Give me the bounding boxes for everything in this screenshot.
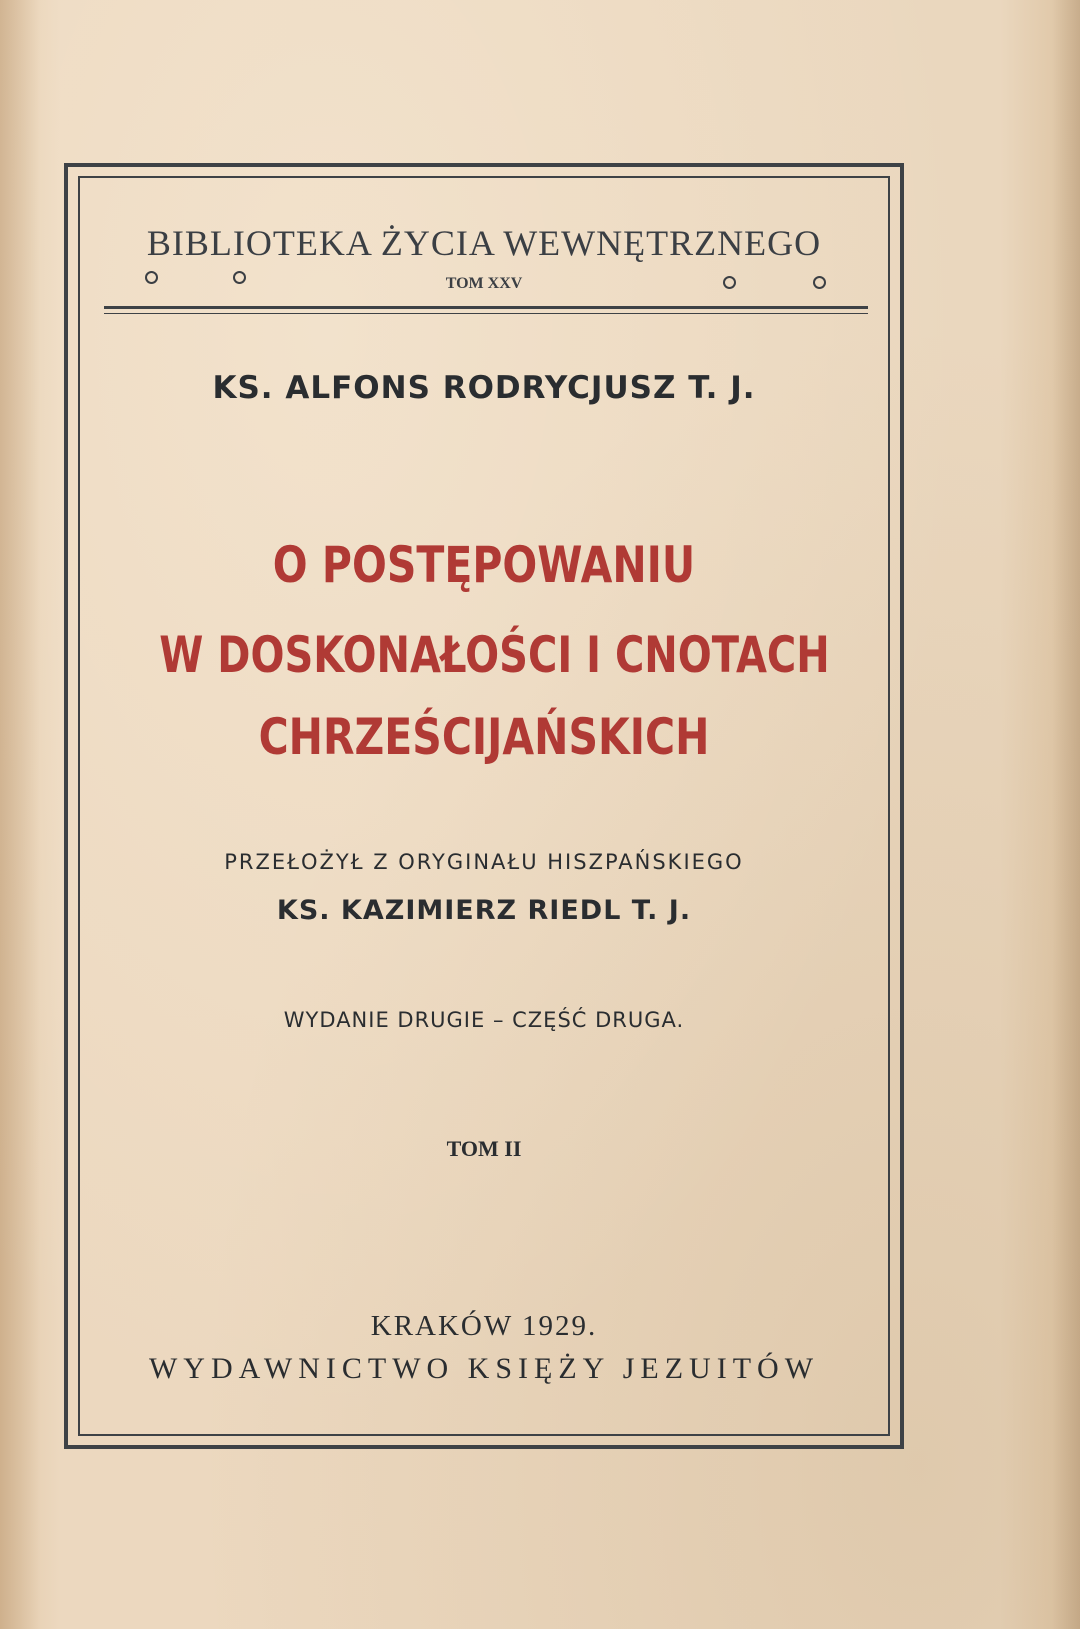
series-volume: TOM XXV (445, 275, 523, 292)
translation-note: PRZEŁOŻYŁ Z ORYGINAŁU HISZPAŃSKIEGO (224, 850, 744, 874)
book-title-line-3: CHRZEŚCIJAŃSKICH (258, 708, 710, 766)
volume-number: TOM II (446, 1136, 522, 1161)
author-name: KS. ALFONS RODRYCJUSZ T. J. (212, 370, 756, 406)
translator-name: KS. KAZIMIERZ RIEDL T. J. (276, 895, 692, 926)
series-title: BIBLIOTEKA ŻYCIA WEWNĘTRZNEGO (146, 223, 822, 263)
place-and-year: KRAKÓW 1929. (370, 1310, 598, 1342)
header-rule-thin (104, 313, 868, 314)
spine-shadow (0, 0, 40, 1629)
edition-note: WYDANIE DRUGIE – CZĘŚĆ DRUGA. (283, 1008, 685, 1032)
publisher-name: WYDAWNICTWO KSIĘŻY JEZUITÓW (148, 1352, 820, 1385)
inner-border-frame (78, 176, 890, 1436)
header-rule-thick (104, 306, 868, 309)
book-title-line-2: W DOSKONAŁOŚCI I CNOTACH (159, 626, 830, 684)
book-title-line-1: O POSTĘPOWANIU (272, 536, 696, 594)
page-edge-shadow (1052, 0, 1080, 1629)
